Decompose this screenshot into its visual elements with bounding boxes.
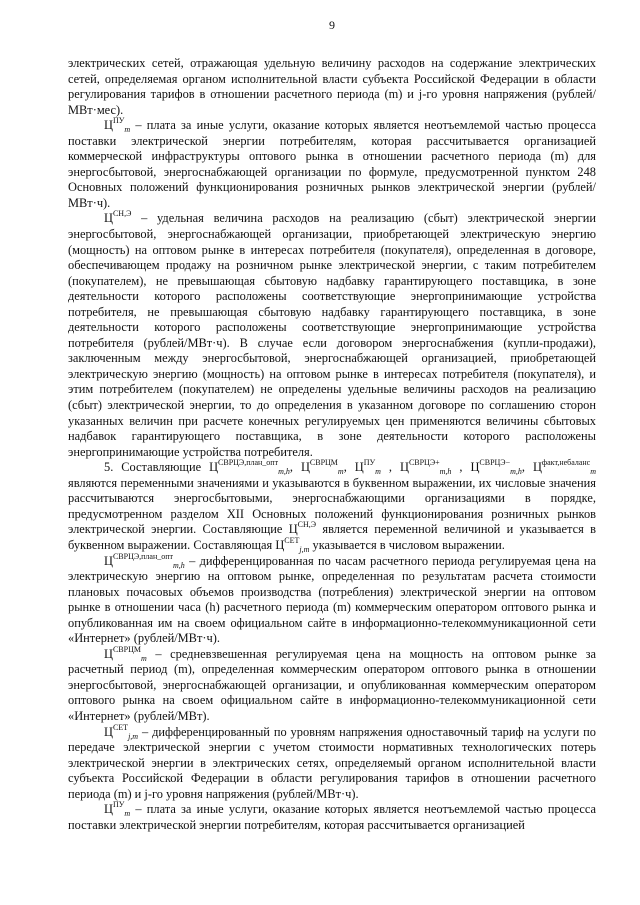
symbol-superscript: СВРЦЭ+: [408, 458, 440, 468]
symbol-subscript: m,h: [510, 467, 522, 477]
text-run: – дифференцированный по уровням напряжения одноставочный тариф на услуги по передаче электрической энергии с учетом стоимости нормативных технологических потерь электрической энергии в электрических сетях, определяемый органом исполнительной власти субъекта Российской Федерации в области регулирования тарифов в отношении расчетного периода (m) и j-го уровня напряжения (рублей/МВт·ч).: [68, 724, 596, 801]
symbol-superscript: СЕТ: [284, 535, 300, 545]
formula-symbol: [104, 722, 139, 741]
symbol-superscript: ПУ: [112, 116, 125, 126]
symbol-base: Ц: [354, 460, 364, 475]
symbol-subscript: m,h: [173, 560, 185, 570]
text-run: – плата за иные услуги, оказание которых является неотъемлемой частью процесса поставки электрической энергии потребителям, которая рассчитывается организацией: [68, 802, 596, 832]
symbol-subscript: m: [375, 467, 381, 477]
symbol-superscript: ПУ: [112, 800, 125, 810]
symbol-subscript: m: [140, 653, 147, 663]
formula-symbol: [104, 644, 147, 663]
text-run: указывается в числовом выражении.: [309, 537, 505, 552]
text-run: ,: [289, 460, 301, 475]
text-run: электрических сетей, отражающая удельную величину расходов на содержание электрических сетей, определяемая органом исполнительной власти субъекта Российской Федерации в области регулирования тарифов в отношении расчетного периода (m) и j-го уровня напряжения (рублей/МВт·мес).: [68, 56, 596, 117]
symbol-subscript: j,m: [128, 731, 139, 741]
paragraph-p8: [68, 802, 596, 833]
formula-symbol: [470, 458, 522, 477]
text-run: ,: [451, 460, 471, 475]
text-run: 5. Составляющие: [104, 460, 210, 475]
symbol-base: Ц: [470, 460, 480, 475]
paragraph-p5: [68, 551, 596, 647]
symbol-base: Ц: [288, 522, 298, 537]
formula-symbol: [104, 551, 185, 570]
symbol-base: Ц: [300, 460, 310, 475]
paragraph-p1: [68, 56, 596, 118]
text-run: является переменной величиной и указывается в буквенном выражении. Составляющая: [68, 522, 596, 552]
paragraph-p7: [68, 722, 596, 803]
formula-symbol: [289, 522, 316, 536]
text-run: – дифференцированная по часам расчетного периода регулируемая цена на электрическую энергию на оптовом рынке, определенная по результатам расчета стоимости плановых почасовых объемов производства (потребления) электрической энергии на оптовом рынке в отношении часа (h) расчетного периода (m) коммерческим оператором оптового рынка и опубликованная им на своем официальном сайте в информационно-телекоммуникационной сети «Интернет» (рублей/МВт·ч).: [68, 553, 596, 646]
symbol-subscript: m: [590, 467, 597, 477]
formula-symbol: [354, 458, 381, 477]
symbol-subscript: m,h: [278, 467, 290, 477]
symbol-base: Ц: [104, 724, 113, 739]
text-run: ,: [380, 460, 400, 475]
symbol-superscript: ПУ: [363, 458, 376, 468]
symbol-superscript: СН,Э: [112, 209, 132, 219]
text-run: ,: [343, 460, 355, 475]
formula-symbol: [209, 458, 290, 477]
symbol-base: Ц: [104, 118, 113, 133]
formula-symbol: [104, 116, 131, 135]
page-number: 9: [329, 18, 335, 32]
symbol-base: Ц: [275, 537, 285, 552]
symbol-superscript: факт,небаланс: [541, 458, 591, 468]
symbol-superscript: СЕТ: [112, 722, 129, 732]
symbol-superscript: СВРЦЭ,план_опт: [218, 458, 279, 468]
symbol-superscript: СН,Э: [297, 520, 317, 530]
formula-symbol: [532, 458, 597, 477]
symbol-subscript: j,m: [299, 544, 310, 554]
symbol-base: Ц: [104, 211, 113, 226]
formula-symbol: [399, 458, 452, 477]
text-run: ,: [521, 460, 533, 475]
symbol-superscript: СВРЦМ: [309, 458, 338, 468]
text-run: являются переменными значениями и указываются в буквенном выражении, их числовые значения рассчитываются энергосбытовыми, энергоснабжающими организациями в порядке, предусмотренном разделом XII Основных положений функционирования розничных рынков электрической энергии. Составляющие: [68, 475, 596, 537]
text-run: – средневзвешенная регулируемая цена на мощность на оптовом рынке за расчетный период (m), определенная коммерческим оператором оптового рынка в отношении энергосбытовой, энергоснабжающей организации, и опубликованная коммерческим оператором оптового рынка на своем официальном сайте в информационно-телекоммуникационной сети «Интернет» (рублей/МВт).: [68, 646, 596, 723]
symbol-base: Ц: [532, 460, 542, 475]
document-body: [68, 56, 596, 833]
symbol-base: Ц: [104, 802, 113, 817]
symbol-base: Ц: [209, 460, 219, 475]
symbol-subscript: m,h: [439, 467, 452, 477]
formula-symbol: [300, 458, 344, 477]
symbol-base: Ц: [399, 460, 409, 475]
symbol-subscript: m: [337, 467, 344, 477]
paragraph-p6: [68, 644, 596, 725]
symbol-subscript: m: [124, 125, 131, 135]
symbol-base: Ц: [104, 553, 113, 568]
paragraph-p2: [68, 118, 596, 211]
symbol-superscript: СВРЦЭ−: [479, 458, 511, 468]
paragraph-p3: [68, 211, 596, 460]
symbol-superscript: СВРЦЭ,план_опт: [112, 551, 174, 561]
formula-symbol: [104, 211, 131, 225]
text-run: – удельная величина расходов на реализацию (сбыт) электрической энергии энергосбытовой, энергоснабжающей организации, приобретающей электрическую энергию (мощность) на оптовом рынке в интересах потребителя (покупателя), определенная в договоре, обеспечивающем продажу на розничном рынке электрической энергии, с таким потребителем (покупателем), не превышающая сбытовую надбавку гарантирующего поставщика, в зоне деятельности которого расположены соответствующие энергопринимающие устройства потребителя, не превышающая сбытовую надбавку гарантирующего поставщика, в зоне деятельности которого расположены соответствующие энергопринимающие устройства потребителя (рублей/МВт·ч). В случае если договором энергоснабжения (купли-продажи), заключенным между энергосбытовой, энергоснабжающей организацией, приобретающей электрическую энергию (мощность) на оптовом рынке в интересах потребителя (покупателя), и этим потребителем (покупателем) не определены удельные величины расходов на реализацию (сбыт) электрической энергии, то до определения в указанном договоре по соглашению сторон указанных величин при расчете конечных регулируемых цен применяются величины сбытовых надбавок гарантирующего поставщика, в зоне деятельности которого расположены энергопринимающие устройства потребителя.: [68, 211, 596, 459]
formula-symbol: [104, 800, 131, 819]
symbol-superscript: СВРЦМ: [112, 644, 141, 654]
symbol-base: Ц: [104, 646, 113, 661]
symbol-subscript: m: [124, 809, 131, 819]
formula-symbol: [275, 535, 310, 554]
paragraph-p4: [68, 460, 596, 553]
text-run: – плата за иные услуги, оказание которых является неотъемлемой частью процесса поставки электрической энергии потребителям, которая рассчитывается организацией коммерческой инфраструктуры оптового рынка в отношении расчетного периода (m) для энергосбытовой, энергоснабжающей организации по формуле, предусмотренной пунктом 248 Основных положений функционирования розничных рынков электрической энергии (рублей/МВт·ч).: [68, 118, 596, 210]
